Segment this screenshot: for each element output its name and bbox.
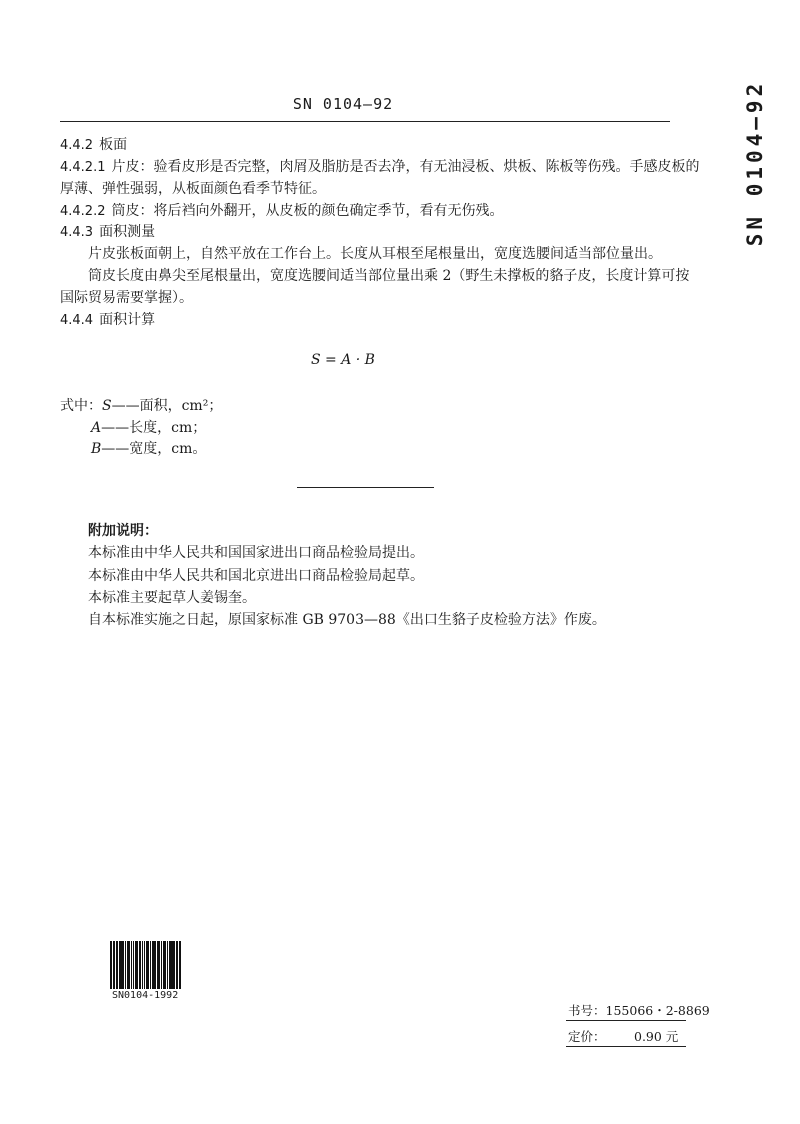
- barcode-bar: [148, 941, 149, 989]
- price-value: 0.90 元: [634, 1029, 679, 1044]
- header-rule: [60, 121, 670, 122]
- barcode-bar: [161, 941, 162, 989]
- barcode-bar: [174, 941, 175, 989]
- paragraph-tube-measure: 筒皮长度由鼻尖至尾根量出，宽度选腰间适当部位量出乘 2（野生未撑板的貉子皮，长度计算可按: [88, 268, 690, 284]
- side-standard-code: [742, 79, 768, 247]
- side-standard-code-text: SN 0104—92: [743, 79, 767, 247]
- barcode-bar: [110, 941, 112, 989]
- barcode-bar: [171, 941, 174, 989]
- barcode-bar: [123, 941, 124, 989]
- header-standard-code: SN 0104—92: [292, 95, 394, 113]
- variable-s: 式中：S——面积，cm²；: [60, 398, 223, 414]
- note-item: 自本标准实施之日起，原国家标准 GB 9703—88《出口生貉子皮检验方法》作废。: [88, 612, 606, 628]
- barcode-bar: [167, 941, 168, 989]
- note-item: 本标准主要起草人姜锡奎。: [88, 590, 256, 606]
- note-item: 本标准由中华人民共和国国家进出口商品检验局提出。: [88, 545, 424, 561]
- price-label: 定价：: [568, 1029, 606, 1044]
- section-4-4-2-1-cont: 厚薄、弹性强弱，从板面颜色看季节特征。: [60, 181, 326, 197]
- barcode-bar: [155, 941, 156, 989]
- barcode-label: SN0104-1992: [112, 990, 179, 1001]
- end-rule: [297, 487, 434, 488]
- section-4-4-3: 4.4.3 面积测量: [60, 224, 156, 240]
- barcode-bar: [135, 941, 138, 989]
- barcode-bar: [180, 941, 181, 989]
- barcode-bar: [120, 941, 123, 989]
- barcode-bar: [116, 941, 118, 989]
- variable-a: A——长度，cm；: [91, 420, 207, 436]
- barcode: [110, 941, 182, 989]
- barcode-bar: [129, 941, 130, 989]
- section-4-4-2: 4.4.2 板面: [60, 137, 128, 153]
- price-rule: [566, 1046, 686, 1047]
- area-formula: S = A · B: [311, 352, 375, 368]
- paragraph-tube-measure-cont: 国际贸易需要掌握）。: [60, 290, 193, 306]
- barcode-bar: [142, 941, 143, 989]
- section-4-4-4: 4.4.4 面积计算: [60, 312, 156, 328]
- variable-b: B——宽度，cm。: [91, 441, 207, 457]
- section-4-4-2-1: 4.4.2.1 片皮：验看皮形是否完整，肉屑及脂肪是否去净，有无油浸板、烘板、陈板等伤残。手感皮板的: [60, 159, 700, 175]
- book-number-rule: [566, 1020, 686, 1021]
- notes-title: 附加说明：: [88, 523, 158, 539]
- book-number: 书号：155066・2-8869: [568, 1003, 710, 1018]
- paragraph-sheet-measure: 片皮张板面朝上，自然平放在工作台上。长度从耳根至尾根量出，宽度选腰间适当部位量出。: [88, 246, 662, 262]
- note-item: 本标准由中华人民共和国北京进出口商品检验局起草。: [88, 568, 424, 584]
- section-4-4-2-2: 4.4.2.2 筒皮：将后裆向外翻开，从皮板的颜色确定季节，看有无伤残。: [60, 203, 504, 219]
- barcode-bar: [152, 941, 155, 989]
